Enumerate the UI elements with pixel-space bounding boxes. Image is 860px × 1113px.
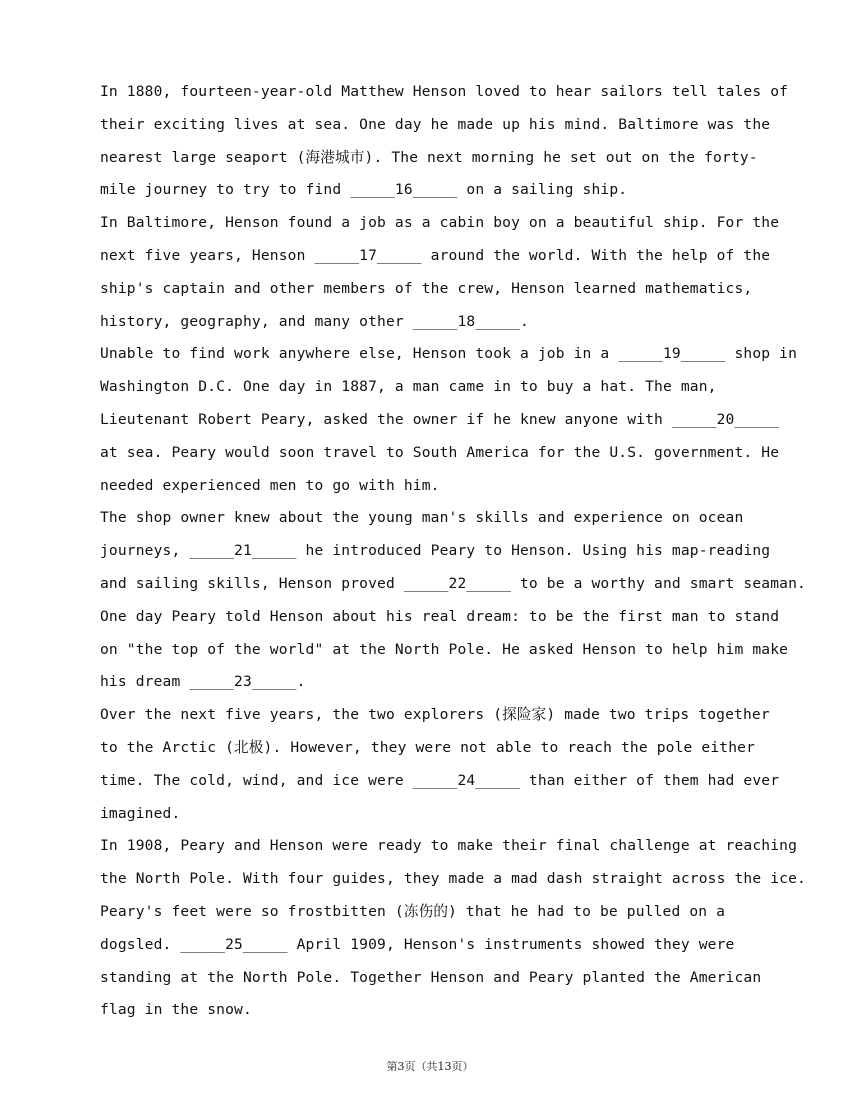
passage-line: time. The cold, wind, and ice were _____24_____ than either of them had ever	[100, 771, 780, 789]
passage-line: In Baltimore, Henson found a job as a cabin boy on a beautiful ship. For the	[100, 214, 780, 232]
passage-line: next five years, Henson _____17_____ around the world. With the help of the	[100, 246, 771, 264]
passage-line: to the Arctic (北极). However, they were not able to reach the pole either	[100, 738, 756, 756]
passage-line: journeys, _____21_____ he introduced Peary to Henson. Using his map-reading	[100, 542, 771, 560]
passage-line: Washington D.C. One day in 1887, a man came in to buy a hat. The man,	[100, 378, 717, 396]
passage-line: Over the next five years, the two explorers (探险家) made two trips together	[100, 706, 770, 724]
passage-line: at sea. Peary would soon travel to South America for the U.S. government. He	[100, 443, 780, 461]
passage-line: Lieutenant Robert Peary, asked the owner if he knew anyone with _____20_____	[100, 410, 780, 428]
passage-line: imagined.	[100, 804, 181, 822]
passage-line: and sailing skills, Henson proved _____22_____ to be a worthy and smart seaman.	[100, 574, 806, 592]
passage-line: ship's captain and other members of the crew, Henson learned mathematics,	[100, 279, 753, 297]
passage-text	[100, 76, 806, 1027]
passage-line: history, geography, and many other _____18_____.	[100, 312, 529, 330]
passage-line: the North Pole. With four guides, they made a mad dash straight across the ice.	[100, 870, 806, 888]
page-footer: 第3页（共13页）	[386, 1060, 474, 1073]
passage-line: their exciting lives at sea. One day he made up his mind. Baltimore was the	[100, 115, 771, 133]
passage-line: needed experienced men to go with him.	[100, 476, 440, 494]
passage-line: flag in the snow.	[100, 1001, 252, 1019]
passage-line: One day Peary told Henson about his real dream: to be the first man to stand	[100, 607, 780, 625]
passage-line: standing at the North Pole. Together Henson and Peary planted the American	[100, 968, 762, 986]
passage-line: Peary's feet were so frostbitten (冻伤的) that he had to be pulled on a	[100, 902, 726, 920]
passage-line: his dream _____23_____.	[100, 673, 306, 691]
passage-line: dogsled. _____25_____ April 1909, Henson's instruments showed they were	[100, 935, 735, 953]
passage-line: Unable to find work anywhere else, Henson took a job in a _____19_____ shop in	[100, 345, 798, 363]
passage-line: The shop owner knew about the young man's skills and experience on ocean	[100, 509, 744, 527]
passage-line: In 1880, fourteen-year-old Matthew Henson loved to hear sailors tell tales of	[100, 83, 789, 100]
passage-line: nearest large seaport (海港城市). The next morning he set out on the forty-	[100, 148, 758, 166]
passage-line: on "the top of the world" at the North Pole. He asked Henson to help him make	[100, 640, 789, 658]
passage-line: mile journey to try to find _____16_____ on a sailing ship.	[100, 181, 628, 199]
passage-line: In 1908, Peary and Henson were ready to make their final challenge at reaching	[100, 837, 798, 855]
